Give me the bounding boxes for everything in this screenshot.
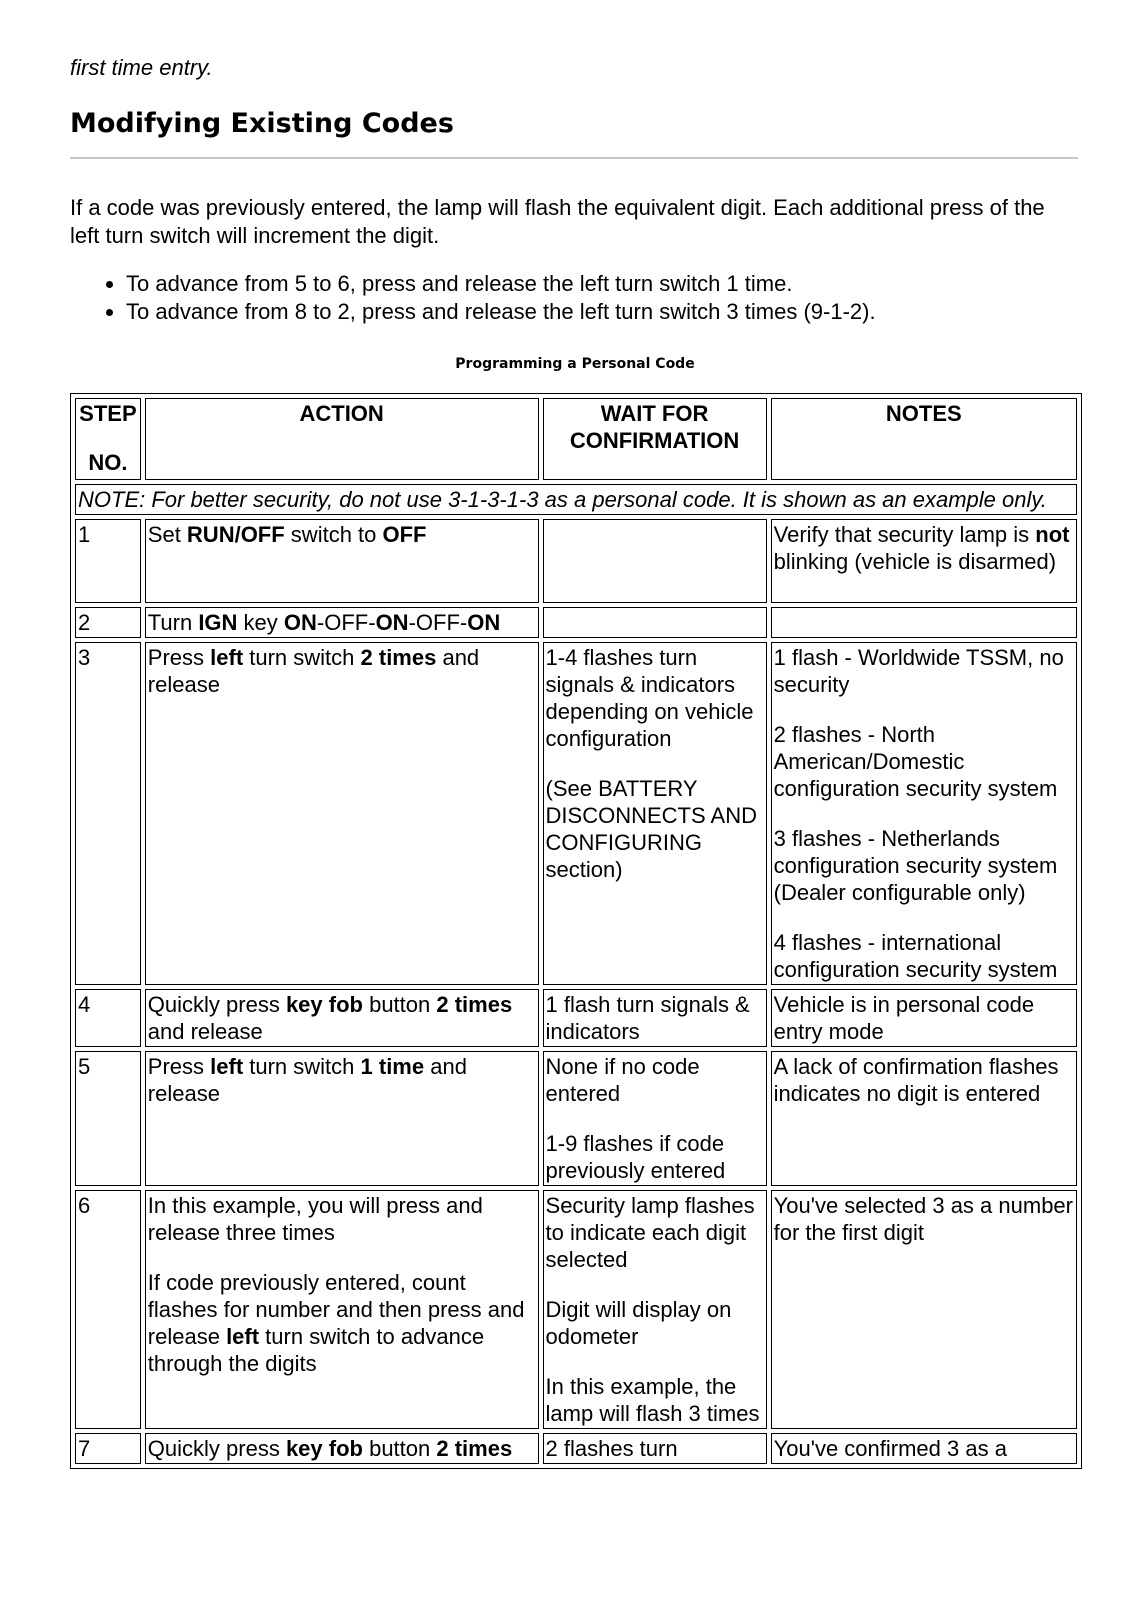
bullet-item: • To advance from 5 to 6, press and release the left turn switch 1 time. <box>126 270 876 298</box>
action-cell: Quickly press key fob button 2 times and release <box>145 989 539 1047</box>
step-number: 5 <box>75 1051 141 1186</box>
wait-cell: 1-4 flashes turn signals & indicators depending on vehicle configuration (See BATTERY DISCONNECTS AND CONFIGURING section) <box>543 642 767 985</box>
table-row <box>75 1433 1077 1464</box>
header-notes: NOTES <box>771 398 1077 480</box>
action-cell: Turn IGN key ON-OFF-ON-OFF-ON <box>145 607 539 638</box>
horizontal-rule <box>70 157 1078 159</box>
wait-cell: 2 flashes turn <box>543 1433 767 1464</box>
note-row <box>75 484 1077 515</box>
step-number: 2 <box>75 607 141 638</box>
notes-cell: You've selected 3 as a number for the first digit <box>771 1190 1077 1429</box>
header-row <box>75 398 1077 480</box>
step-number: 4 <box>75 989 141 1047</box>
notes-cell: You've confirmed 3 as a <box>771 1433 1077 1464</box>
table-row <box>75 1190 1077 1429</box>
step-number: 1 <box>75 519 141 603</box>
wait-cell: 1 flash turn signals & indicators <box>543 989 767 1047</box>
step-number: 7 <box>75 1433 141 1464</box>
lead-text: first time entry. <box>70 55 213 80</box>
table-container <box>70 393 1082 1600</box>
note-cell: NOTE: For better security, do not use 3-1-3-1-3 as a personal code. It is shown as an example only. <box>75 484 1077 515</box>
wait-cell <box>543 607 767 638</box>
table-row <box>75 642 1077 985</box>
table-row <box>75 1051 1077 1186</box>
table-caption: Programming a Personal Code <box>455 356 695 372</box>
header-wait: WAIT FOR CONFIRMATION <box>543 398 767 480</box>
notes-cell: Vehicle is in personal code entry mode <box>771 989 1077 1047</box>
step-number: 3 <box>75 642 141 985</box>
table-row <box>75 519 1077 603</box>
notes-cell: 1 flash - Worldwide TSSM, no security 2 flashes - North American/Domestic configuration security system 3 flashes - Netherlands configuration security system (Dealer configurable only) 4 flashes - international configuration security system <box>771 642 1077 985</box>
action-cell: Press left turn switch 2 times and release <box>145 642 539 985</box>
action-cell: Set RUN/OFF switch to OFF <box>145 519 539 603</box>
wait-cell <box>543 519 767 603</box>
notes-cell <box>771 607 1077 638</box>
action-cell: Quickly press key fob button 2 times <box>145 1433 539 1464</box>
wait-cell: None if no code entered 1-9 flashes if code previously entered <box>543 1051 767 1186</box>
intro-paragraph: If a code was previously entered, the lamp will flash the equivalent digit. Each additional press of the left turn switch will increment the digit. <box>70 195 1045 248</box>
wait-cell: Security lamp flashes to indicate each digit selected Digit will display on odometer In this example, the lamp will flash 3 times <box>543 1190 767 1429</box>
action-cell: Press left turn switch 1 time and release <box>145 1051 539 1186</box>
table-row <box>75 607 1077 638</box>
header-step-no: STEP NO. <box>75 398 141 480</box>
table-row <box>75 989 1077 1047</box>
header-action: ACTION <box>145 398 539 480</box>
programming-table <box>70 393 1082 1469</box>
bullet-list <box>70 270 876 326</box>
notes-cell: A lack of confirmation flashes indicates no digit is entered <box>771 1051 1077 1186</box>
step-number: 6 <box>75 1190 141 1429</box>
section-title: Modifying Existing Codes <box>70 108 454 139</box>
action-cell: In this example, you will press and release three times If code previously entered, count flashes for number and then press and release left turn switch to advance through the digits <box>145 1190 539 1429</box>
bullet-item: • To advance from 8 to 2, press and release the left turn switch 3 times (9-1-2). <box>126 298 876 326</box>
notes-cell: Verify that security lamp is not blinking (vehicle is disarmed) <box>771 519 1077 603</box>
